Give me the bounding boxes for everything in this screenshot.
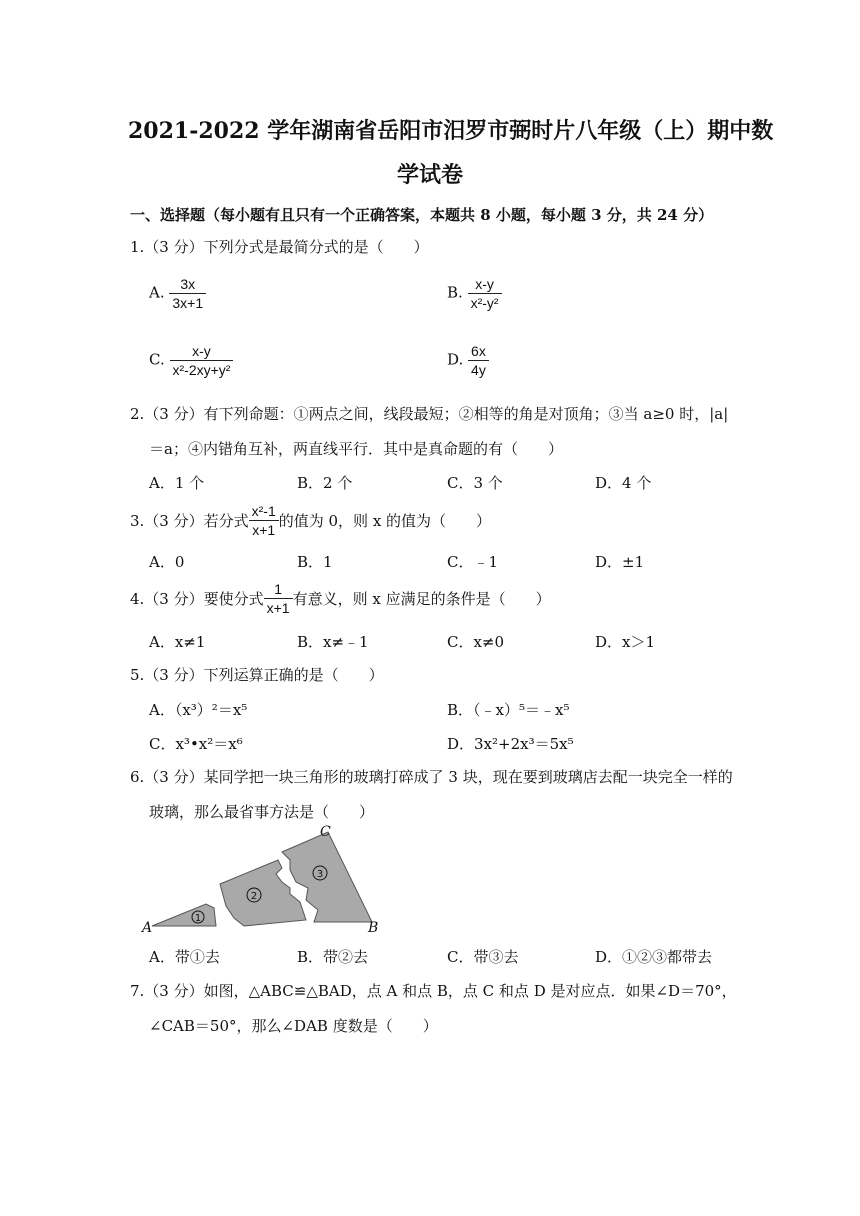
vertex-a-label: A [142,920,153,934]
q1-option-d [447,342,489,379]
q6-option-c: C．带③去 [447,948,519,966]
question-6-line1: 6.（3 分）某同学把一块三角形的玻璃打碎成了 3 块，现在要到玻璃店去配一块完全一样的 [130,768,733,786]
q2-option-b: B．2 个 [297,474,353,492]
q4-option-d: D．x＞1 [595,633,656,651]
q4-option-b: B．x≠﹣1 [297,633,369,651]
q3-option-d: D．±1 [595,553,645,571]
question-1-stem: 1.（3 分）下列分式是最简分式的是（ ） [130,238,429,256]
question-7-line1: 7.（3 分）如图，△ABC≌△BAD，点 A 和点 B，点 C 和点 D 是对应点．如果∠D＝70°， [130,982,737,1000]
broken-glass-figure [140,822,390,934]
fraction [170,342,234,379]
question-3-stem [130,502,491,539]
vertex-b-label: B [368,920,379,934]
denominator: x²-y² [470,295,499,311]
question-2-line1: 2.（3 分）有下列命题：①两点之间，线段最短；②相等的角是对顶角；③当 a≥0 时，|a| [130,405,729,423]
piece-1-label: 1 [194,913,202,924]
q6-option-d: D．①②③都带去 [595,948,713,966]
vertex-c-label: C [320,824,331,840]
fraction [264,580,293,617]
fraction [249,502,279,539]
option-label: B. [447,283,463,302]
numerator: 1 [264,580,293,599]
q4-option-a: A．x≠1 [149,633,206,651]
q6-option-a: A．带①去 [149,948,220,966]
numerator: x²-1 [249,502,279,521]
q4-option-c: C．x≠0 [447,633,505,651]
question-4-prefix: 4.（3 分）要使分式 [130,590,264,608]
glass-piece-1 [152,904,216,926]
q2-option-c: C．3 个 [447,474,503,492]
numerator: 6x [468,342,489,361]
q5-option-b: B．（﹣x）⁵＝﹣x⁵ [447,701,570,719]
paper-title-line1: 2021-2022 学年湖南省岳阳市汨罗市弼时片八年级（上）期中数 [128,118,774,144]
option-label: D. [447,350,464,369]
q5-option-a: A．（x³）²＝x⁵ [149,701,248,719]
question-5-stem: 5.（3 分）下列运算正确的是（ ） [130,666,384,684]
question-3-prefix: 3.（3 分）若分式 [130,512,249,530]
q6-option-b: B．带②去 [297,948,369,966]
q1-option-c [149,342,233,379]
q2-option-a: A．1 个 [149,474,205,492]
denominator: 4y [471,362,486,378]
question-2-line2: ＝a；④内错角互补，两直线平行．其中是真命题的有（ ） [149,440,563,458]
fraction [169,275,206,312]
denominator: 3x+1 [172,295,204,311]
numerator: x-y [170,342,234,361]
denominator: x²-2xy+y² [172,362,231,378]
question-4-suffix: 有意义，则 x 应满足的条件是（ ） [292,590,551,608]
numerator: x-y [468,275,502,294]
piece-2-label: 2 [250,891,258,902]
q5-option-d: D．3x²+2x³＝5x⁵ [447,735,574,753]
q1-option-b [447,275,502,312]
question-3-suffix: 的值为 0，则 x 的值为（ ） [278,512,492,530]
option-label: C. [149,350,165,369]
q3-option-b: B．1 [297,553,333,571]
q3-option-c: C．﹣1 [447,553,499,571]
question-6-line2: 玻璃，那么最省事方法是（ ） [149,803,375,821]
piece-3-label: 3 [316,869,324,880]
question-7-line2: ∠CAB＝50°，那么∠DAB 度数是（ ） [149,1017,438,1035]
q1-option-a [149,275,206,312]
denominator: x+1 [252,522,276,538]
section-heading: 一、选择题（每小题有且只有一个正确答案，本题共 8 小题，每小题 3 分，共 24 分） [130,206,714,224]
question-4-stem [130,580,551,617]
denominator: x+1 [266,600,290,616]
q2-option-d: D．4 个 [595,474,652,492]
option-label: A. [149,283,165,302]
q5-option-c: C．x³•x²＝x⁶ [149,735,243,753]
numerator: 3x [169,275,206,294]
q3-option-a: A．0 [149,553,185,571]
fraction [468,275,502,312]
fraction [468,342,489,379]
paper-title-line2: 学试卷 [397,162,464,188]
